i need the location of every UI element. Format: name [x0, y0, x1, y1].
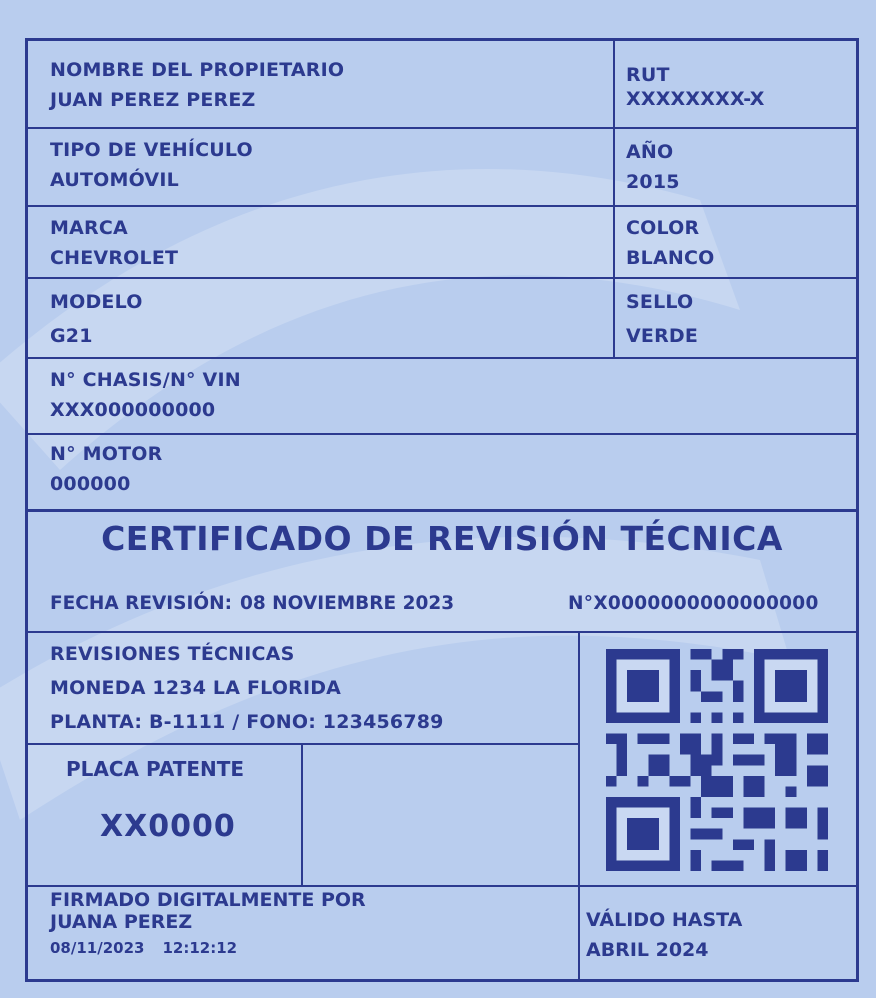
vehicle-type-label: TIPO DE VEHÍCULO	[50, 139, 253, 161]
plate-value: XX0000	[100, 809, 236, 844]
owner-label: NOMBRE DEL PROPIETARIO	[50, 59, 345, 81]
signature-time: 12:12:12	[162, 939, 238, 957]
chassis-value: XXX000000000	[50, 399, 216, 421]
year-cell	[626, 137, 680, 197]
vehicle-type-cell	[50, 135, 253, 195]
certificate-card	[25, 38, 859, 982]
signature-name: JUANA PEREZ	[50, 911, 193, 933]
brand-cell	[50, 213, 178, 273]
review-date	[50, 593, 454, 614]
signature-label: FIRMADO DIGITALMENTE POR	[50, 889, 366, 911]
rut-cell	[626, 63, 765, 111]
seal-value: VERDE	[626, 325, 699, 347]
owner-value: JUAN PEREZ PEREZ	[50, 89, 256, 111]
plant-name: REVISIONES TÉCNICAS	[50, 643, 295, 665]
valid-label: VÁLIDO HASTA	[586, 909, 743, 931]
review-date-label: FECHA REVISIÓN:	[50, 593, 232, 614]
motor-cell	[50, 439, 162, 499]
valid-until	[586, 905, 742, 965]
plant-address: MONEDA 1234 LA FLORIDA	[50, 677, 342, 699]
year-label: AÑO	[626, 141, 674, 163]
review-date-value: 08 NOVIEMBRE 2023	[240, 593, 455, 614]
color-label: COLOR	[626, 217, 700, 239]
model-label: MODELO	[50, 291, 143, 313]
color-cell	[626, 213, 715, 273]
motor-label: N° MOTOR	[50, 443, 163, 465]
plate-label: PLACA PATENTE	[66, 757, 245, 781]
qr-code-icon	[606, 649, 828, 871]
vehicle-type-value: AUTOMÓVIL	[50, 169, 179, 191]
color-value: BLANCO	[626, 247, 715, 269]
certificate-number: N°X0000000000000000	[568, 593, 819, 614]
signature-datetime	[50, 939, 237, 957]
seal-label: SELLO	[626, 291, 694, 313]
seal-cell	[626, 285, 698, 353]
valid-value: ABRIL 2024	[586, 939, 709, 961]
brand-label: MARCA	[50, 217, 128, 239]
model-value: G21	[50, 325, 93, 347]
owner-cell	[50, 55, 344, 115]
rut-label: RUT	[626, 64, 670, 86]
rut-value: XXXXXXXX-X	[626, 88, 765, 110]
model-cell	[50, 285, 143, 353]
motor-value: 000000	[50, 473, 131, 495]
signature-date: 08/11/2023	[50, 939, 145, 957]
chassis-cell	[50, 365, 241, 425]
signature-block	[50, 889, 366, 933]
year-value: 2015	[626, 171, 680, 193]
brand-value: CHEVROLET	[50, 247, 179, 269]
certificate-title: CERTIFICADO DE REVISIÓN TÉCNICA	[101, 519, 783, 558]
plant-info	[50, 637, 444, 739]
plant-contact: PLANTA: B-1111 / FONO: 123456789	[50, 711, 444, 733]
chassis-label: N° CHASIS/N° VIN	[50, 369, 241, 391]
